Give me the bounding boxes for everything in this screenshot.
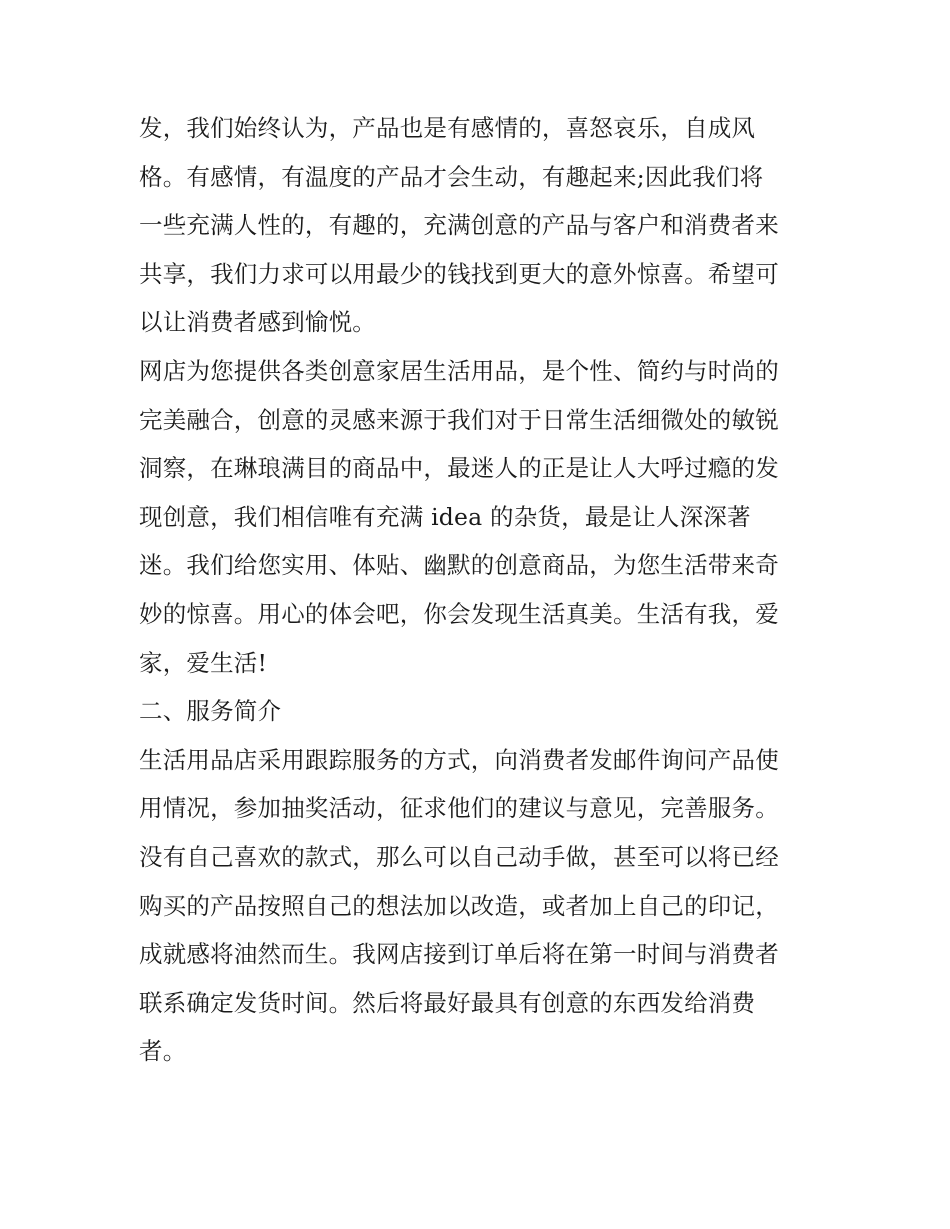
text-line: 购买的产品按照自己的想法加以改造，或者加上自己的印记， [139,891,779,920]
paragraph-store-offering [139,347,819,687]
text-line: 生活用品店采用跟踪服务的方式，向消费者发邮件询问产品使 [139,745,779,774]
document-page [139,104,819,1076]
section-heading-service-intro [139,687,819,736]
text-line: 成就感将油然而生。我网店接到订单后将在第一时间与消费者 [139,940,779,969]
text-line: 一些充满人性的，有趣的，充满创意的产品与客户和消费者来 [139,211,779,240]
section-heading: 二、服务简介 [139,697,282,726]
paragraph-intro-continued [139,104,819,347]
text-line: 家，爱生活! [139,648,268,677]
text-line: 网店为您提供各类创意家居生活用品，是个性、简约与时尚的 [139,356,779,385]
paragraph-service-description [139,736,819,1076]
text-line: 妙的惊喜。用心的体会吧，你会发现生活真美。生活有我，爱 [139,599,779,628]
text-line: 者。 [139,1037,187,1066]
text-line: 共享，我们力求可以用最少的钱找到更大的意外惊喜。希望可 [139,259,779,288]
text-line: 洞察，在琳琅满目的商品中，最迷人的正是让人大呼过瘾的发 [139,454,779,483]
text-line: 发，我们始终认为，产品也是有感情的，喜怒哀乐，自成风 [139,114,756,142]
text-line: 迷。我们给您实用、体贴、幽默的创意商品，为您生活带来奇 [139,551,779,580]
text-line: 没有自己喜欢的款式，那么可以自己动手做，甚至可以将已经 [139,842,779,871]
text-line: 用情况，参加抽奖活动，征求他们的建议与意见，完善服务。 [139,794,779,823]
text-line: 现创意，我们相信唯有充满 idea 的杂货，最是让人深深著 [139,502,751,531]
text-line: 完美融合，创意的灵感来源于我们对于日常生活细微处的敏锐 [139,405,779,434]
text-line: 联系确定发货时间。然后将最好最具有创意的东西发给消费 [139,988,756,1017]
text-line: 以让消费者感到愉悦。 [139,308,376,337]
text-line: 格。有感情，有温度的产品才会生动，有趣起来;因此我们将 [139,162,764,191]
